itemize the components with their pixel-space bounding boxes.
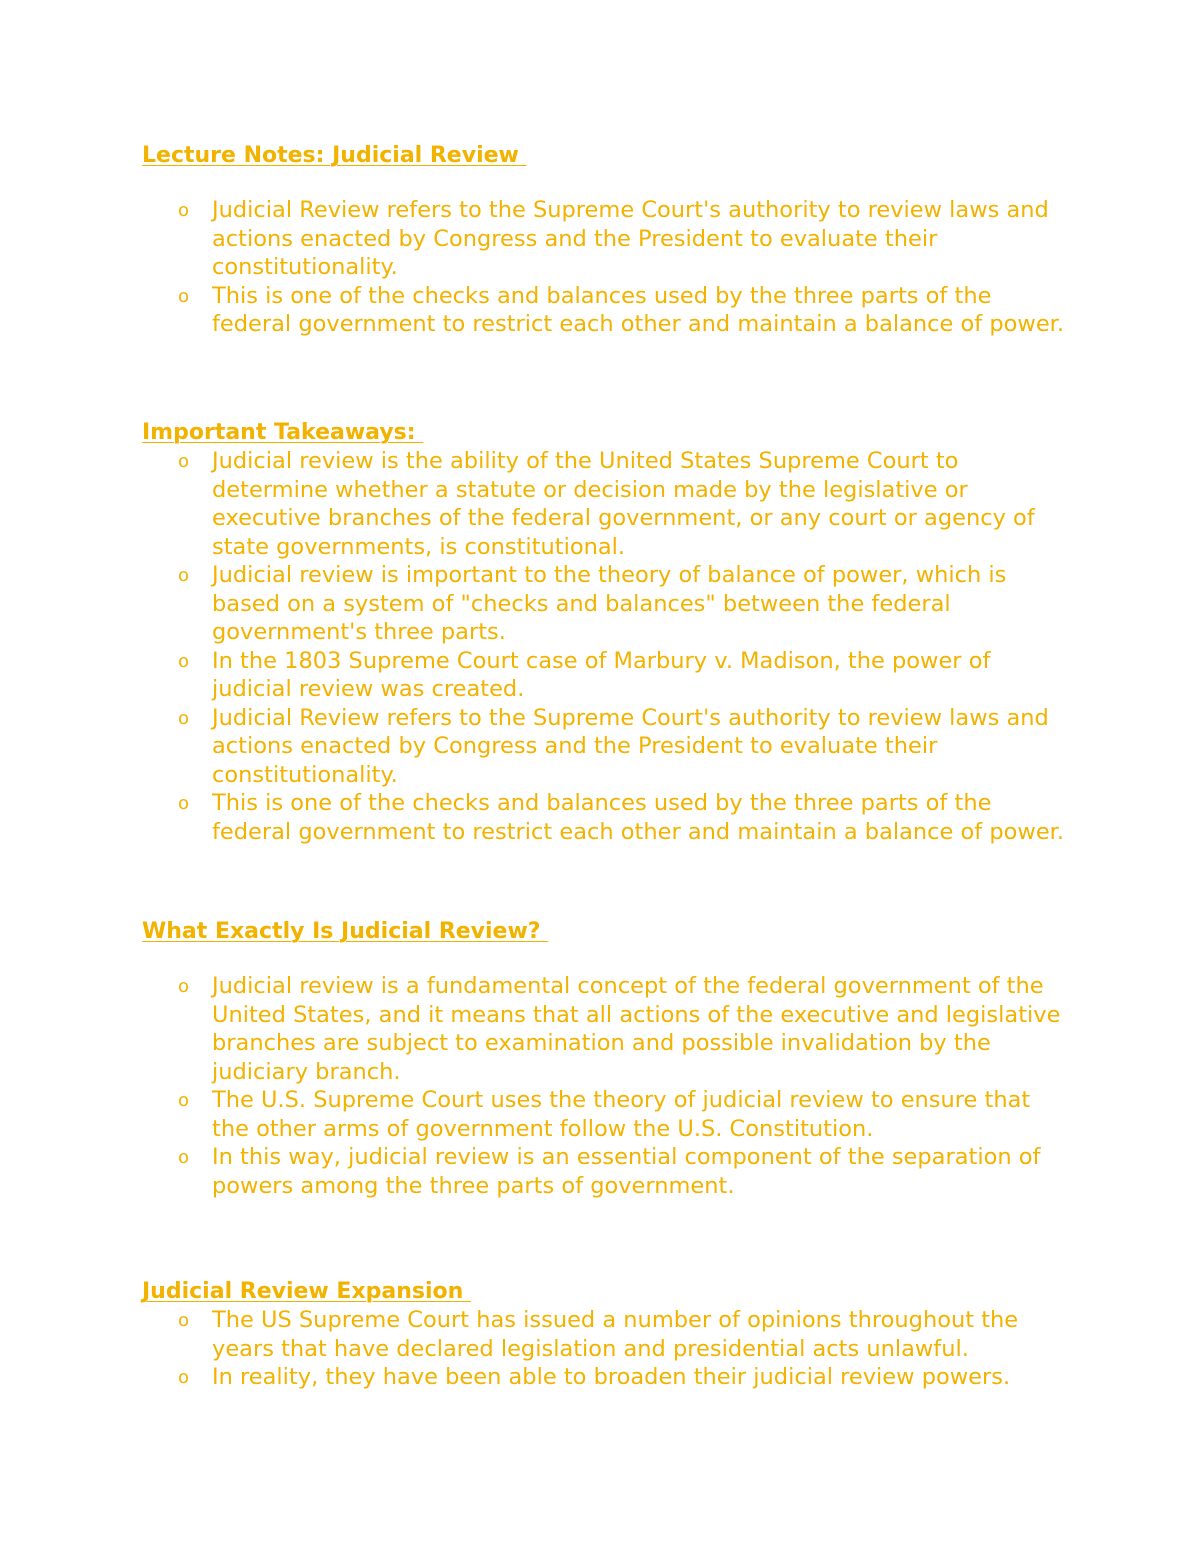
bullet-list xyxy=(142,196,1072,339)
list-item xyxy=(142,1306,1072,1363)
list-item xyxy=(142,196,1072,282)
list-item xyxy=(142,789,1072,846)
section-expansion xyxy=(142,1278,1072,1392)
list-item-text: Judicial review is the ability of the United States Supreme Court to determine whether a statute or decision made by the legislative or executive branches of the federal government, or any court or agency of state governments, is constitutional. xyxy=(212,448,1035,560)
list-item-text: The US Supreme Court has issued a number of opinions throughout the years that have declared legislation and presidential acts unlawful. xyxy=(212,1307,1019,1362)
list-item xyxy=(142,1363,1072,1392)
section-what-exactly xyxy=(142,918,1072,1200)
list-item xyxy=(142,447,1072,561)
list-item-text: Judicial review is important to the theory of balance of power, which is based on a system of "checks and balances" between the federal government's three parts. xyxy=(212,562,1007,645)
bullet-list xyxy=(142,972,1072,1200)
bullet-marker-icon: o xyxy=(178,793,190,814)
bullet-list xyxy=(142,447,1072,846)
section-heading: Lecture Notes: Judicial Review xyxy=(142,143,527,168)
list-item xyxy=(142,1143,1072,1200)
section-heading: Judicial Review Expansion xyxy=(142,1279,471,1304)
bullet-marker-icon: o xyxy=(178,451,190,472)
bullet-marker-icon: o xyxy=(178,285,190,307)
list-item-text: In reality, they have been able to broaden their judicial review powers. xyxy=(212,1364,1011,1390)
list-item-text: The U.S. Supreme Court uses the theory of judicial review to ensure that the other arms of government follow the U.S. Constitution. xyxy=(212,1087,1031,1142)
list-item-text: In the 1803 Supreme Court case of Marbury v. Madison, the power of judicial review was created. xyxy=(212,647,991,702)
bullet-list xyxy=(142,1306,1072,1392)
bullet-marker-icon: o xyxy=(178,1310,190,1331)
bullet-marker-icon: o xyxy=(178,565,190,586)
bullet-marker-icon: o xyxy=(178,1367,190,1388)
list-item-text: Judicial Review refers to the Supreme Court's authority to review laws and actions enacted by Congress and the President to evaluate their constitutionality. xyxy=(212,704,1049,788)
list-item xyxy=(142,1086,1072,1143)
section-important-takeaways xyxy=(142,419,1072,846)
list-item-text: Judicial Review refers to the Supreme Court's authority to review laws and actions enacted by Congress and the President to evaluate their constitutionality. xyxy=(212,197,1049,280)
bullet-marker-icon: o xyxy=(178,650,190,672)
list-item xyxy=(142,647,1072,704)
bullet-marker-icon: o xyxy=(178,1090,190,1111)
list-item-text: This is one of the checks and balances used by the three parts of the federal government to restrict each other and maintain a balance of power. xyxy=(212,790,1065,845)
bullet-marker-icon: o xyxy=(178,707,190,729)
list-item-text: Judicial review is a fundamental concept of the federal government of the United States, and it means that all actions of the executive and legislative branches are subject to examination and possible invalidation by the judiciary branch. xyxy=(212,973,1061,1085)
bullet-marker-icon: o xyxy=(178,976,190,997)
list-item xyxy=(142,972,1072,1086)
list-item xyxy=(142,704,1072,790)
list-item xyxy=(142,561,1072,647)
list-item-text: In this way, judicial review is an essential component of the separation of powers among the three parts of government. xyxy=(212,1144,1041,1199)
list-item-text: This is one of the checks and balances used by the three parts of the federal government to restrict each other and maintain a balance of power. xyxy=(212,282,1065,337)
bullet-marker-icon: o xyxy=(178,200,190,221)
list-item xyxy=(142,282,1072,339)
section-heading: Important Takeaways: xyxy=(142,420,424,445)
section-heading: What Exactly Is Judicial Review? xyxy=(142,919,549,944)
section-lecture-notes xyxy=(142,142,1072,339)
bullet-marker-icon: o xyxy=(178,1147,190,1168)
